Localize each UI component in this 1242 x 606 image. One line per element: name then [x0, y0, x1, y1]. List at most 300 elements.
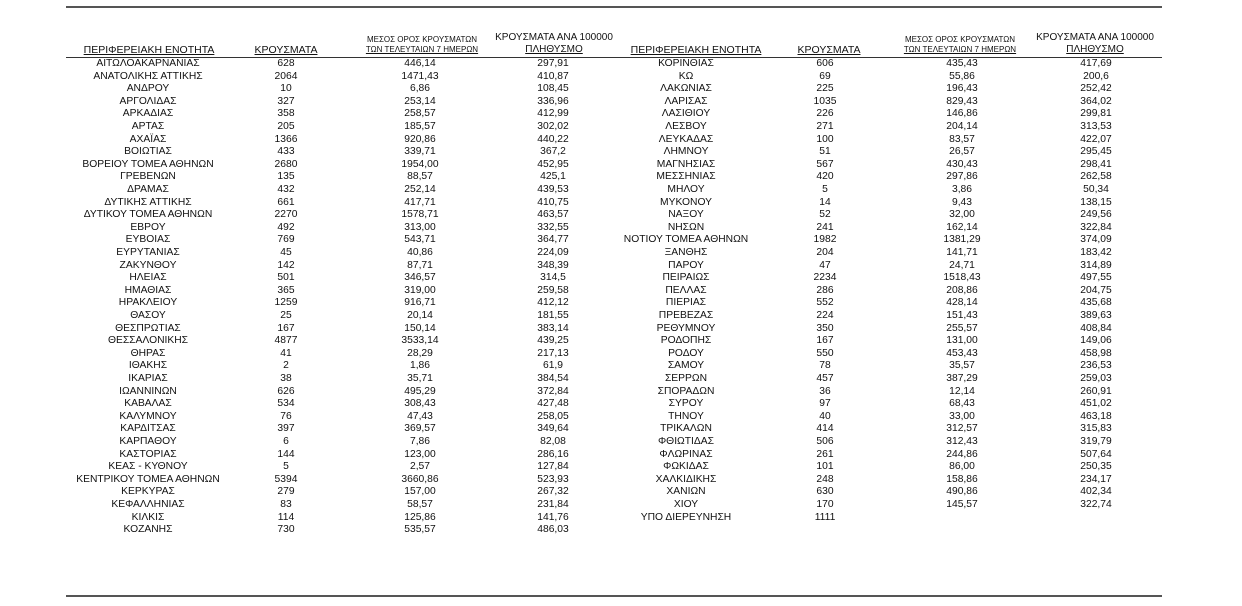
table-row: [0, 297, 1242, 310]
cell-left-cases: 1259: [274, 297, 298, 309]
header-per100k-right-line1: ΚΡΟΥΣΜΑΤΑ ΑΝΑ 100000: [1036, 32, 1154, 43]
cell-left-cases: 38: [280, 373, 292, 384]
table-row: [0, 108, 1242, 121]
cell-right-cases: 261: [816, 448, 834, 460]
cell-left-per100k: 439,53: [537, 184, 569, 195]
cell-right-region: ΥΠΟ ΔΙΕΡΕΥΝΗΣΗ: [640, 511, 732, 523]
cell-left-cases: 2680: [274, 158, 298, 170]
cell-left-region: ΔΥΤΙΚΗΣ ΑΤΤΙΚΗΣ: [104, 196, 192, 208]
table-row: [0, 310, 1242, 323]
table-row: [0, 58, 1242, 71]
cell-left-per100k: 302,02: [537, 121, 569, 132]
cell-left-region: ΔΥΤΙΚΟΥ ΤΟΜΕΑ ΑΘΗΝΩΝ: [83, 209, 213, 221]
cell-left-avg7: 47,43: [407, 410, 433, 422]
cell-right-per100k: 313,53: [1080, 121, 1112, 132]
cell-right-region: ΛΑΣΙΘΙΟΥ: [661, 108, 711, 120]
cell-right-avg7: 158,86: [946, 473, 978, 485]
cell-left-per100k: 217,13: [537, 347, 569, 359]
cell-left-cases: 167: [277, 322, 295, 334]
header-avg-left-line2: ΤΩΝ ΤΕΛΕΥΤΑΙΩΝ 7 ΗΜΕΡΩΝ: [365, 45, 479, 54]
cell-left-region: ΒΟΡΕΙΟΥ ΤΟΜΕΑ ΑΘΗΝΩΝ: [82, 158, 214, 170]
cell-right-cases: 226: [816, 108, 834, 120]
cell-right-cases: 550: [816, 347, 834, 359]
cell-left-region: ΘΑΣΟΥ: [130, 310, 166, 321]
cell-left-avg7: 339,71: [404, 146, 436, 158]
cell-left-cases: 365: [277, 284, 295, 296]
table-row: [0, 360, 1242, 373]
cell-left-region: ΙΘΑΚΗΣ: [128, 360, 168, 372]
table-row: [0, 247, 1242, 260]
cell-left-avg7: 3533,14: [401, 335, 439, 347]
cell-left-cases: 397: [277, 423, 295, 435]
cell-left-region: ΚΑΛΥΜΝΟΥ: [119, 410, 177, 422]
cell-right-region: ΛΑΚΩΝΙΑΣ: [660, 83, 712, 95]
table-row: [0, 335, 1242, 348]
table-row: [0, 373, 1242, 386]
cell-left-avg7: 446,14: [404, 58, 436, 69]
cell-right-per100k: 458,98: [1080, 347, 1112, 359]
table-row: [0, 524, 1242, 537]
cell-right-per100k: 50,34: [1083, 184, 1109, 195]
table-row: [0, 83, 1242, 96]
cell-right-region: ΚΟΡΙΝΘΙΑΣ: [658, 58, 714, 69]
cell-left-avg7: 40,86: [407, 247, 433, 258]
cell-left-region: ΒΟΙΩΤΙΑΣ: [124, 146, 172, 158]
table-row: [0, 260, 1242, 273]
cell-right-avg7: 12,14: [949, 385, 975, 397]
table-row: [0, 159, 1242, 172]
cell-right-cases: 567: [816, 158, 834, 170]
table-row: [0, 386, 1242, 399]
cell-right-cases: 170: [816, 499, 834, 510]
cell-right-avg7: 204,14: [946, 121, 978, 132]
cell-right-per100k: 389,63: [1080, 310, 1112, 321]
cell-right-per100k: 451,02: [1080, 398, 1112, 410]
cell-right-per100k: 299,81: [1080, 108, 1112, 120]
cell-right-per100k: 402,34: [1080, 486, 1112, 498]
cell-right-cases: 100: [816, 133, 834, 145]
cell-left-cases: 492: [277, 221, 295, 233]
cell-right-per100k: [1041, 512, 1151, 525]
cell-right-cases: 225: [816, 83, 834, 95]
cell-right-per100k: 149,06: [1080, 335, 1112, 347]
cell-left-per100k: 141,76: [537, 511, 569, 523]
cell-left-cases: 83: [280, 499, 292, 510]
cell-left-avg7: 3660,86: [401, 473, 439, 485]
cell-right-cases: 630: [816, 486, 834, 498]
table-row: [0, 146, 1242, 159]
cell-left-per100k: 286,16: [537, 448, 569, 460]
cell-right-cases: 224: [816, 310, 834, 321]
cell-left-per100k: 267,32: [537, 486, 569, 498]
cell-right-region: ΜΑΓΝΗΣΙΑΣ: [656, 158, 716, 170]
cell-right-per100k: 322,84: [1080, 221, 1112, 233]
cell-right-cases: 78: [819, 360, 831, 372]
cell-left-region: ΑΝΔΡΟΥ: [126, 83, 170, 95]
cell-right-avg7: 312,57: [946, 423, 978, 435]
cell-left-region: ΚΑΡΠΑΘΟΥ: [119, 436, 177, 447]
cell-left-per100k: 412,12: [537, 297, 569, 309]
cell-right-per100k: 234,17: [1080, 473, 1112, 485]
cell-left-cases: 626: [277, 385, 295, 397]
cell-left-per100k: 486,03: [537, 524, 569, 536]
cell-left-cases: 661: [277, 196, 295, 208]
cell-left-cases: 1366: [274, 133, 298, 145]
header-cases-right: ΚΡΟΥΣΜΑΤΑ: [797, 44, 861, 56]
cell-right-cases: 52: [819, 209, 831, 221]
cell-right-region: ΝΗΣΩΝ: [667, 221, 705, 233]
table-row: [0, 348, 1242, 361]
cell-left-cases: 327: [277, 95, 295, 107]
cell-right-avg7: 145,57: [946, 499, 978, 510]
cell-left-region: ΚΑΣΤΟΡΙΑΣ: [119, 448, 177, 460]
cell-right-avg7: 151,43: [946, 310, 978, 321]
cell-left-avg7: 125,86: [404, 511, 436, 523]
cell-right-avg7: 1518,43: [943, 272, 981, 284]
cell-left-region: ΕΥΒΟΙΑΣ: [125, 234, 171, 246]
cell-left-per100k: 427,48: [537, 398, 569, 410]
cell-left-region: ΑΙΤΩΛΟΑΚΑΡΝΑΝΙΑΣ: [96, 58, 200, 69]
cell-right-region: ΝΑΞΟΥ: [668, 209, 704, 221]
cell-right-cases: 1111: [814, 511, 836, 523]
cell-left-region: ΙΚΑΡΙΑΣ: [128, 373, 168, 384]
cell-right-cases: 506: [816, 436, 834, 447]
cell-left-per100k: 439,25: [537, 335, 569, 347]
cell-right-per100k: 183,42: [1080, 247, 1112, 258]
table-row: [0, 222, 1242, 235]
cell-left-region: ΘΕΣΣΑΛΟΝΙΚΗΣ: [107, 335, 189, 347]
cell-right-region: ΜΕΣΣΗΝΙΑΣ: [656, 171, 716, 183]
top-rule: [66, 6, 1162, 8]
cell-right-region: ΧΙΟΥ: [673, 499, 699, 510]
cell-right-region: ΣΕΡΡΩΝ: [664, 373, 708, 384]
cell-left-per100k: 348,39: [537, 259, 569, 271]
cell-right-cases: 552: [816, 297, 834, 309]
cell-right-region: ΧΑΛΚΙΔΙΚΗΣ: [655, 473, 717, 485]
cell-right-per100k: 200,6: [1083, 70, 1109, 82]
table-row: [0, 474, 1242, 487]
bottom-rule: [66, 595, 1162, 597]
cell-right-cases: 350: [816, 322, 834, 334]
cell-left-avg7: 35,71: [407, 373, 433, 384]
cell-right-region: ΤΗΝΟΥ: [668, 410, 704, 422]
cell-left-avg7: 252,14: [404, 184, 436, 195]
cell-left-per100k: 440,22: [537, 133, 569, 145]
cell-right-cases: 286: [816, 284, 834, 296]
table-row: [0, 272, 1242, 285]
cell-right-avg7: [907, 512, 1017, 525]
table-row: [0, 436, 1242, 449]
cell-right-cases: 40: [819, 410, 831, 422]
cell-left-cases: 76: [280, 410, 292, 422]
cell-right-per100k: 314,89: [1080, 259, 1112, 271]
cell-left-per100k: 181,55: [537, 310, 569, 321]
cell-right-avg7: 430,43: [946, 158, 978, 170]
cell-right-cases: 241: [816, 221, 834, 233]
header-per100k-left-line2: ΠΛΗΘΥΣΜΟ: [525, 44, 583, 55]
cell-left-cases: 2: [283, 360, 289, 372]
cell-left-avg7: 319,00: [404, 284, 436, 296]
cell-left-avg7: 253,14: [404, 95, 436, 107]
cell-left-avg7: 185,57: [404, 121, 436, 132]
table-row: [0, 486, 1242, 499]
cell-left-region: ΑΡΚΑΔΙΑΣ: [122, 108, 174, 120]
table-row: [0, 423, 1242, 436]
header-region-left: ΠΕΡΙΦΕΡΕΙΑΚΗ ΕΝΟΤΗΤΑ: [83, 44, 215, 56]
table-row: [0, 234, 1242, 247]
cell-left-region: ΚΑΒΑΛΑΣ: [124, 398, 172, 410]
cell-left-avg7: 2,57: [409, 461, 431, 473]
cell-right-avg7: 435,43: [946, 58, 978, 69]
cell-right-cases: 457: [816, 373, 834, 384]
cell-left-region: ΚΕΡΚΥΡΑΣ: [121, 486, 175, 498]
cell-right-avg7: 428,14: [946, 297, 978, 309]
cell-right-cases: 2234: [813, 272, 837, 284]
cell-right-per100k: 204,75: [1080, 284, 1112, 296]
cell-right-per100k: 298,41: [1080, 158, 1112, 170]
cell-left-cases: 501: [277, 272, 295, 284]
cell-right-cases: 271: [816, 121, 834, 132]
cell-left-per100k: 412,99: [537, 108, 569, 120]
cell-left-per100k: 82,08: [540, 436, 566, 447]
table-row: [0, 184, 1242, 197]
cell-left-region: ΘΗΡΑΣ: [130, 347, 166, 359]
cell-right-region: ΚΩ: [678, 70, 694, 82]
cell-right-cases: 606: [816, 58, 834, 69]
cell-left-avg7: 1,86: [409, 360, 431, 372]
cell-left-per100k: 523,93: [537, 473, 569, 485]
cell-left-avg7: 20,14: [407, 310, 433, 321]
cell-left-cases: 142: [277, 259, 295, 271]
cell-right-avg7: 86,00: [949, 461, 975, 473]
cell-left-cases: 534: [277, 398, 295, 410]
cell-left-region: ΕΥΡΥΤΑΝΙΑΣ: [116, 247, 180, 258]
cell-left-per100k: 258,05: [537, 410, 569, 422]
cell-right-per100k: 422,07: [1080, 133, 1112, 145]
cell-right-per100k: 250,35: [1080, 461, 1112, 473]
cell-left-per100k: 127,84: [537, 461, 569, 473]
cell-right-avg7: 312,43: [946, 436, 978, 447]
cell-left-cases: 628: [277, 58, 295, 69]
cell-right-cases: 47: [819, 259, 831, 271]
table-row: [0, 449, 1242, 462]
cell-left-cases: 45: [280, 247, 292, 258]
cell-left-region: ΕΒΡΟΥ: [130, 221, 166, 233]
cell-left-cases: 2064: [274, 70, 298, 82]
cell-right-per100k: 322,74: [1080, 499, 1112, 510]
cell-right-cases: 167: [816, 335, 834, 347]
cell-left-per100k: 463,57: [537, 209, 569, 221]
cell-right-cases: 1035: [813, 95, 837, 107]
header-cases-left: ΚΡΟΥΣΜΑΤΑ: [254, 44, 318, 56]
cell-left-avg7: 58,57: [407, 499, 433, 510]
cell-right-avg7: 131,00: [946, 335, 978, 347]
cell-right-avg7: 3,86: [951, 184, 973, 195]
cell-right-region: ΛΑΡΙΣΑΣ: [664, 95, 708, 107]
cell-right-region: ΜΗΛΟΥ: [667, 184, 705, 195]
cell-left-region: ΙΩΑΝΝΙΝΩΝ: [119, 385, 177, 397]
cell-left-per100k: 364,77: [537, 234, 569, 246]
cell-right-avg7: 829,43: [946, 95, 978, 107]
cell-left-per100k: 410,75: [537, 196, 569, 208]
cell-right-cases: 1982: [813, 234, 837, 246]
cell-left-cases: 279: [277, 486, 295, 498]
table-row: [0, 499, 1242, 512]
table-row: [0, 134, 1242, 147]
table-row: [0, 461, 1242, 474]
cell-right-per100k: 295,45: [1080, 146, 1112, 158]
cell-right-region: ΧΑΝΙΩΝ: [666, 486, 706, 498]
cell-left-region: ΓΡΕΒΕΝΩΝ: [120, 171, 176, 183]
cell-right-avg7: 33,00: [949, 410, 975, 422]
cell-right-region: ΛΕΣΒΟΥ: [665, 121, 707, 132]
table-row: [0, 171, 1242, 184]
cell-right-cases: 51: [819, 146, 831, 158]
cell-right-per100k: 319,79: [1080, 436, 1112, 447]
cell-right-region: ΣΥΡΟΥ: [668, 398, 704, 410]
cell-right-per100k: 364,02: [1080, 95, 1112, 107]
cell-right-region: ΠΕΙΡΑΙΩΣ: [662, 272, 710, 284]
cell-left-avg7: 258,57: [404, 108, 436, 120]
cell-left-avg7: 543,71: [404, 234, 436, 246]
cell-right-region: ΡΟΔΟΠΗΣ: [660, 335, 712, 347]
table-row: [0, 285, 1242, 298]
cell-left-region: ΚΕΝΤΡΙΚΟΥ ΤΟΜΕΑ ΑΘΗΝΩΝ: [76, 473, 220, 485]
cell-right-per100k: 417,69: [1080, 58, 1112, 69]
cell-right-region: ΡΕΘΥΜΝΟΥ: [656, 322, 716, 334]
cell-right-per100k: 249,56: [1080, 209, 1112, 221]
cell-left-per100k: 384,54: [537, 373, 569, 384]
cell-right-cases: 14: [819, 196, 831, 208]
cell-left-cases: 730: [277, 524, 295, 536]
cell-left-per100k: 349,64: [537, 423, 569, 435]
cell-right-avg7: 255,57: [946, 322, 978, 334]
cell-right-region: ΜΥΚΟΝΟΥ: [660, 196, 712, 208]
cell-right-per100k: 408,84: [1080, 322, 1112, 334]
cell-right-avg7: 35,57: [949, 360, 975, 372]
cell-left-region: ΚΕΑΣ - ΚΥΘΝΟΥ: [108, 461, 188, 473]
cell-left-cases: 205: [277, 121, 295, 132]
cell-left-avg7: 28,29: [407, 347, 433, 359]
cell-left-per100k: 314,5: [540, 272, 566, 284]
cell-left-avg7: 157,00: [404, 486, 436, 498]
cell-right-per100k: 374,09: [1080, 234, 1112, 246]
cell-right-per100k: 497,55: [1080, 272, 1112, 284]
cell-right-avg7: 83,57: [949, 133, 975, 145]
cell-right-cases: 204: [816, 247, 834, 258]
cell-right-region: ΤΡΙΚΑΛΩΝ: [660, 423, 712, 435]
cell-right-avg7: 55,86: [949, 70, 975, 82]
cell-right-region: ΠΕΛΛΑΣ: [665, 284, 707, 296]
cell-left-per100k: 425,1: [540, 171, 566, 183]
cell-right-per100k: 138,15: [1080, 196, 1112, 208]
cell-right-avg7: 208,86: [946, 284, 978, 296]
cell-right-region: ΠΑΡΟΥ: [668, 259, 704, 271]
cell-left-cases: 4877: [274, 335, 298, 347]
cell-right-cases: 101: [816, 461, 834, 473]
cell-right-avg7: 453,43: [946, 347, 978, 359]
cell-right-avg7: 387,29: [946, 373, 978, 384]
cell-left-avg7: 6,86: [409, 83, 431, 95]
cell-left-region: ΚΟΖΑΝΗΣ: [123, 524, 173, 536]
cell-left-per100k: 372,84: [537, 385, 569, 397]
cell-left-region: ΑΝΑΤΟΛΙΚΗΣ ΑΤΤΙΚΗΣ: [93, 70, 203, 82]
cell-left-avg7: 1471,43: [401, 70, 439, 82]
header-avg-right-line2: ΤΩΝ ΤΕΛΕΥΤΑΙΩΝ 7 ΗΜΕΡΩΝ: [903, 45, 1017, 54]
cell-left-avg7: 920,86: [404, 133, 436, 145]
cell-left-per100k: 452,95: [537, 158, 569, 170]
table-row: [0, 71, 1242, 84]
cell-left-avg7: 308,43: [404, 398, 436, 410]
cell-left-region: ΗΛΕΙΑΣ: [129, 272, 167, 284]
cell-left-per100k: 224,09: [537, 247, 569, 258]
cell-left-per100k: 332,55: [537, 221, 569, 233]
cell-right-avg7: 9,43: [951, 196, 973, 208]
cell-left-region: ΗΜΑΘΙΑΣ: [124, 284, 172, 296]
cell-left-avg7: 346,57: [404, 272, 436, 284]
cell-right-region: ΡΟΔΟΥ: [668, 347, 704, 359]
cell-left-per100k: 383,14: [537, 322, 569, 334]
cell-left-region: ΚΙΛΚΙΣ: [131, 511, 165, 523]
cell-left-cases: 25: [280, 310, 292, 321]
cell-left-per100k: 108,45: [537, 83, 569, 95]
table-row: [0, 197, 1242, 210]
table-row: [0, 209, 1242, 222]
cell-left-region: ΑΡΤΑΣ: [131, 121, 165, 132]
cell-right-avg7: 68,43: [949, 398, 975, 410]
header-region-right: ΠΕΡΙΦΕΡΕΙΑΚΗ ΕΝΟΤΗΤΑ: [630, 44, 762, 56]
cell-right-per100k: 315,83: [1080, 423, 1112, 435]
cell-left-avg7: 1578,71: [401, 209, 439, 221]
cell-left-per100k: 367,2: [540, 146, 566, 158]
cell-left-avg7: 150,14: [404, 322, 436, 334]
cell-left-per100k: 336,96: [537, 95, 569, 107]
cell-right-region: ΣΑΜΟΥ: [667, 360, 705, 372]
cell-left-per100k: 297,91: [537, 58, 569, 69]
cell-left-cases: 358: [277, 108, 295, 120]
cell-left-cases: 432: [277, 184, 295, 195]
cell-right-avg7: 24,71: [949, 259, 975, 271]
cell-right-region: ΦΩΚΙΔΑΣ: [663, 461, 709, 473]
cell-right-cases: 414: [816, 423, 834, 435]
cell-left-cases: 135: [277, 171, 295, 183]
cell-right-per100k: 260,91: [1080, 385, 1112, 397]
cell-right-cases: 248: [816, 473, 834, 485]
cell-left-cases: 2270: [274, 209, 298, 221]
cell-left-avg7: 313,00: [404, 221, 436, 233]
cell-right-cases: 69: [819, 70, 831, 82]
cell-right-per100k: 507,64: [1080, 448, 1112, 460]
cell-left-cases: 6: [283, 436, 289, 447]
cell-right-avg7: 162,14: [946, 221, 978, 233]
cell-right-avg7: 1381,29: [943, 234, 981, 246]
cell-left-region: ΗΡΑΚΛΕΙΟΥ: [118, 297, 178, 309]
cell-right-avg7: 490,86: [946, 486, 978, 498]
cell-right-avg7: 146,86: [946, 108, 978, 120]
cell-right-region: ΠΡΕΒΕΖΑΣ: [658, 310, 714, 321]
cell-right-avg7: 244,86: [946, 448, 978, 460]
table-row: [0, 323, 1242, 336]
cell-right-avg7: 141,71: [946, 247, 978, 258]
cell-right-per100k: 262,58: [1080, 171, 1112, 183]
cell-left-per100k: 410,87: [537, 70, 569, 82]
cell-left-avg7: 369,57: [404, 423, 436, 435]
cell-right-per100k: 259,03: [1080, 373, 1112, 384]
cell-left-cases: 769: [277, 234, 295, 246]
cell-right-region: ΦΘΙΩΤΙΔΑΣ: [657, 436, 715, 447]
cell-left-avg7: 1954,00: [401, 158, 439, 170]
cell-right-avg7: 196,43: [946, 83, 978, 95]
